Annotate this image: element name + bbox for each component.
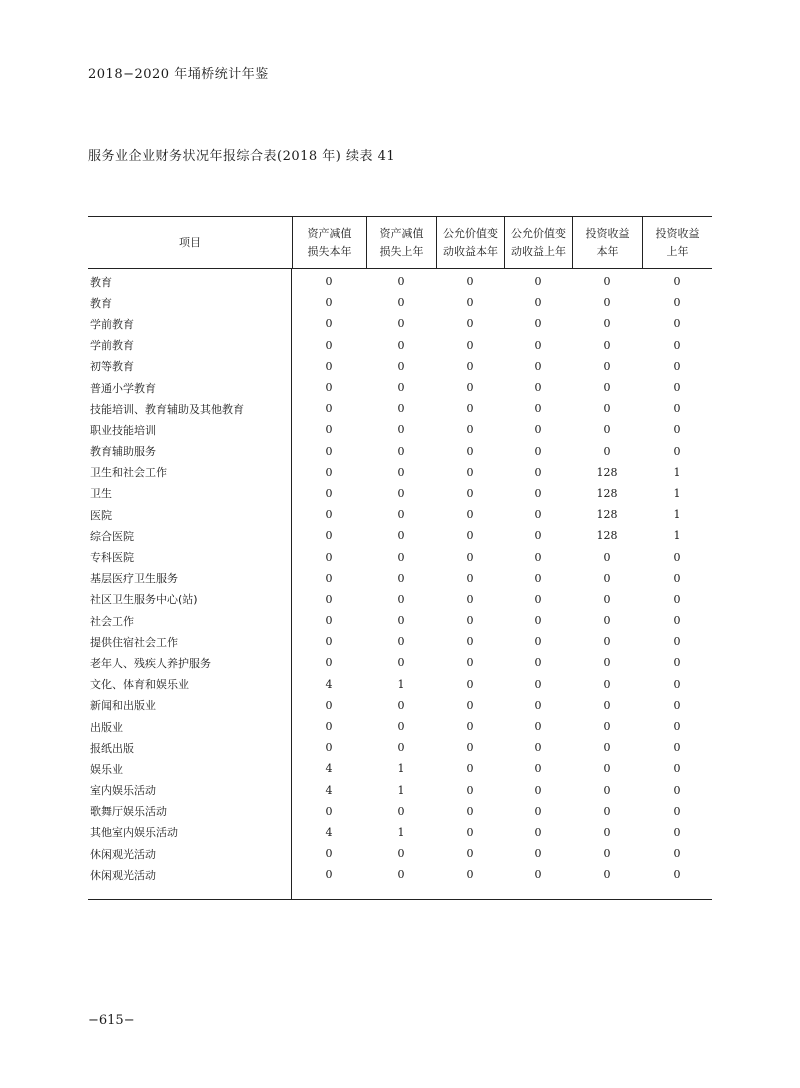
row-value: 0 (673, 614, 681, 628)
row-value: 0 (603, 720, 611, 734)
row-value: 0 (466, 296, 474, 310)
row-value: 0 (466, 486, 474, 500)
row-value: 0 (397, 847, 405, 861)
row-value: 0 (534, 338, 542, 352)
row-value: 0 (673, 783, 681, 797)
table-row (88, 589, 712, 610)
table-row (88, 546, 712, 567)
row-label: 娱乐业 (90, 762, 123, 776)
row-value: 0 (534, 296, 542, 310)
row-value: 0 (397, 296, 405, 310)
table-row (88, 843, 712, 864)
row-value: 0 (603, 868, 611, 882)
row-value: 0 (534, 529, 542, 543)
table-row (88, 822, 712, 843)
row-value: 1 (397, 762, 405, 776)
row-value: 0 (466, 868, 474, 882)
row-value: 0 (534, 571, 542, 585)
row-value: 0 (466, 762, 474, 776)
row-value: 0 (466, 825, 474, 839)
table-row (88, 695, 712, 716)
row-value: 0 (673, 402, 681, 416)
row-value: 1 (673, 529, 681, 543)
running-head: 2018−2020 年埇桥统计年鉴 (88, 67, 269, 82)
row-value: 0 (673, 804, 681, 818)
row-value: 0 (466, 677, 474, 691)
row-value: 0 (397, 698, 405, 712)
row-label: 卫生和社会工作 (90, 466, 167, 480)
row-value: 0 (466, 381, 474, 395)
row-value: 0 (466, 529, 474, 543)
row-value: 0 (397, 529, 405, 543)
row-value: 0 (466, 465, 474, 479)
row-value: 0 (397, 635, 405, 649)
row-value: 0 (534, 508, 542, 522)
row-value: 0 (466, 804, 474, 818)
row-value: 0 (397, 423, 405, 437)
table-row (88, 356, 712, 377)
row-value: 0 (466, 402, 474, 416)
row-value: 0 (466, 698, 474, 712)
table-row (88, 292, 712, 313)
row-value: 0 (673, 825, 681, 839)
row-value: 0 (397, 592, 405, 606)
row-value: 0 (603, 338, 611, 352)
row-value: 0 (534, 656, 542, 670)
row-value: 0 (534, 592, 542, 606)
table-row (88, 377, 712, 398)
row-value: 0 (673, 359, 681, 373)
row-value: 0 (466, 614, 474, 628)
row-label: 普通小学教育 (90, 381, 156, 395)
row-value: 0 (466, 423, 474, 437)
row-value: 0 (325, 381, 333, 395)
row-value: 0 (466, 508, 474, 522)
table-row (88, 525, 712, 546)
table-row (88, 335, 712, 356)
row-label: 报纸出版 (90, 741, 134, 755)
column-header-fair-value-current: 公允价值变 动收益本年 (436, 217, 504, 268)
row-value: 0 (534, 720, 542, 734)
row-value: 4 (325, 677, 333, 691)
table-row (88, 801, 712, 822)
row-label: 休闲观光活动 (90, 868, 156, 882)
row-value: 0 (673, 275, 681, 289)
row-value: 0 (397, 338, 405, 352)
row-value: 0 (397, 508, 405, 522)
row-value: 0 (534, 783, 542, 797)
table-row (88, 419, 712, 440)
row-label: 技能培训、教育辅助及其他教育 (90, 402, 244, 416)
row-value: 0 (673, 592, 681, 606)
column-header-fair-value-previous: 公允价值变 动收益上年 (504, 217, 572, 268)
row-value: 0 (603, 656, 611, 670)
row-value: 0 (466, 444, 474, 458)
row-value: 0 (325, 508, 333, 522)
row-value: 128 (596, 486, 618, 500)
row-value: 0 (325, 275, 333, 289)
row-value: 0 (673, 296, 681, 310)
row-value: 0 (325, 317, 333, 331)
row-value: 0 (603, 592, 611, 606)
row-label: 文化、体育和娱乐业 (90, 678, 189, 692)
row-value: 0 (325, 847, 333, 861)
row-label: 出版业 (90, 720, 123, 734)
row-value: 0 (325, 296, 333, 310)
table-row (88, 652, 712, 673)
row-label: 室内娱乐活动 (90, 784, 156, 798)
row-label: 初等教育 (90, 360, 134, 374)
row-value: 0 (466, 656, 474, 670)
row-value: 0 (534, 825, 542, 839)
row-value: 0 (603, 847, 611, 861)
row-value: 0 (603, 423, 611, 437)
row-value: 0 (673, 656, 681, 670)
row-value: 0 (397, 656, 405, 670)
row-value: 0 (466, 720, 474, 734)
row-value: 0 (603, 762, 611, 776)
row-label: 学前教育 (90, 339, 134, 353)
column-header-impairment-current: 资产减值 损失本年 (292, 217, 366, 268)
row-value: 0 (603, 402, 611, 416)
table-row (88, 441, 712, 462)
row-value: 0 (325, 402, 333, 416)
row-value: 0 (534, 465, 542, 479)
row-value: 0 (534, 486, 542, 500)
row-value: 0 (466, 635, 474, 649)
row-value: 0 (325, 741, 333, 755)
row-value: 0 (397, 317, 405, 331)
table-row (88, 398, 712, 419)
row-value: 0 (673, 698, 681, 712)
table-header (88, 217, 712, 269)
row-value: 1 (673, 465, 681, 479)
row-value: 0 (534, 317, 542, 331)
row-value: 0 (397, 444, 405, 458)
table-row (88, 568, 712, 589)
column-header-impairment-previous: 资产减值 损失上年 (366, 217, 436, 268)
row-value: 0 (673, 868, 681, 882)
row-value: 1 (673, 486, 681, 500)
row-value: 0 (397, 804, 405, 818)
table-body (88, 269, 712, 885)
row-label: 教育 (90, 296, 112, 310)
row-label: 教育 (90, 275, 112, 289)
row-value: 0 (325, 698, 333, 712)
row-value: 0 (325, 656, 333, 670)
row-value: 0 (325, 486, 333, 500)
row-label: 医院 (90, 508, 112, 522)
row-value: 0 (397, 571, 405, 585)
row-value: 0 (397, 402, 405, 416)
row-value: 0 (673, 423, 681, 437)
row-value: 0 (466, 783, 474, 797)
row-value: 0 (466, 359, 474, 373)
row-value: 0 (673, 741, 681, 755)
table-row (88, 716, 712, 737)
row-value: 0 (603, 571, 611, 585)
row-value: 0 (673, 381, 681, 395)
row-label: 卫生 (90, 487, 112, 501)
row-value: 0 (397, 550, 405, 564)
row-value: 0 (673, 847, 681, 861)
row-value: 128 (596, 465, 618, 479)
row-label: 基层医疗卫生服务 (90, 572, 178, 586)
row-value: 0 (603, 317, 611, 331)
row-value: 4 (325, 825, 333, 839)
row-value: 0 (673, 635, 681, 649)
row-value: 0 (466, 592, 474, 606)
table-row (88, 504, 712, 525)
row-value: 0 (603, 804, 611, 818)
row-label: 提供住宿社会工作 (90, 635, 178, 649)
row-value: 0 (325, 465, 333, 479)
row-value: 0 (534, 275, 542, 289)
row-value: 0 (534, 423, 542, 437)
row-label: 老年人、残疾人养护服务 (90, 656, 211, 670)
row-value: 0 (603, 677, 611, 691)
row-value: 0 (325, 571, 333, 585)
row-value: 0 (325, 614, 333, 628)
row-value: 0 (534, 635, 542, 649)
row-value: 0 (673, 444, 681, 458)
row-label: 休闲观光活动 (90, 847, 156, 861)
row-value: 0 (325, 338, 333, 352)
row-value: 0 (325, 550, 333, 564)
row-value: 0 (534, 762, 542, 776)
row-value: 0 (397, 465, 405, 479)
row-value: 0 (673, 720, 681, 734)
row-value: 0 (325, 868, 333, 882)
row-value: 0 (603, 783, 611, 797)
row-value: 0 (466, 338, 474, 352)
table-row (88, 313, 712, 334)
row-value: 0 (325, 720, 333, 734)
row-value: 0 (603, 550, 611, 564)
row-label: 社区卫生服务中心(站) (90, 593, 198, 607)
row-value: 0 (603, 698, 611, 712)
row-value: 0 (534, 550, 542, 564)
table-row (88, 780, 712, 801)
row-value: 1 (673, 508, 681, 522)
row-value: 0 (397, 868, 405, 882)
statistics-table (88, 216, 712, 900)
row-value: 0 (603, 614, 611, 628)
row-value: 0 (466, 847, 474, 861)
row-label: 其他室内娱乐活动 (90, 826, 178, 840)
row-value: 0 (603, 275, 611, 289)
row-value: 128 (596, 529, 618, 543)
row-label: 教育辅助服务 (90, 445, 156, 459)
row-value: 0 (397, 381, 405, 395)
row-value: 0 (325, 592, 333, 606)
row-value: 0 (534, 444, 542, 458)
row-value: 0 (534, 741, 542, 755)
row-value: 0 (325, 423, 333, 437)
row-value: 0 (673, 762, 681, 776)
row-label: 歌舞厅娱乐活动 (90, 805, 167, 819)
row-value: 0 (534, 614, 542, 628)
row-label: 社会工作 (90, 614, 134, 628)
row-value: 0 (673, 550, 681, 564)
row-value: 0 (325, 804, 333, 818)
row-value: 0 (466, 317, 474, 331)
row-value: 0 (325, 444, 333, 458)
row-value: 0 (673, 571, 681, 585)
row-value: 0 (397, 720, 405, 734)
row-value: 0 (534, 359, 542, 373)
row-value: 0 (397, 486, 405, 500)
table-row (88, 631, 712, 652)
table-row (88, 610, 712, 631)
row-value: 4 (325, 762, 333, 776)
row-value: 0 (603, 635, 611, 649)
row-value: 1 (397, 783, 405, 797)
row-value: 0 (325, 635, 333, 649)
row-value: 0 (397, 275, 405, 289)
column-header-investment-previous: 投资收益 上年 (642, 217, 712, 268)
row-value: 0 (603, 381, 611, 395)
row-value: 0 (325, 529, 333, 543)
row-value: 0 (673, 677, 681, 691)
row-value: 0 (534, 698, 542, 712)
table-title: 服务业企业财务状况年报综合表(2018 年) 续表 41 (88, 149, 396, 164)
row-value: 0 (534, 381, 542, 395)
row-value: 0 (603, 741, 611, 755)
row-value: 0 (397, 359, 405, 373)
row-value: 0 (603, 296, 611, 310)
table-row (88, 483, 712, 504)
row-label: 专科医院 (90, 551, 134, 565)
row-value: 0 (466, 741, 474, 755)
row-value: 0 (534, 868, 542, 882)
row-value: 0 (466, 571, 474, 585)
row-value: 0 (534, 804, 542, 818)
page-number: −615− (88, 1013, 135, 1028)
row-value: 0 (534, 847, 542, 861)
table-row (88, 271, 712, 292)
row-value: 0 (603, 359, 611, 373)
table-row (88, 674, 712, 695)
row-value: 0 (325, 359, 333, 373)
row-value: 0 (673, 338, 681, 352)
row-value: 0 (534, 677, 542, 691)
row-value: 0 (603, 444, 611, 458)
row-value: 0 (397, 614, 405, 628)
row-value: 0 (466, 275, 474, 289)
row-value: 4 (325, 783, 333, 797)
row-label: 学前教育 (90, 317, 134, 331)
column-header-item: 项目 (179, 235, 201, 249)
table-row (88, 737, 712, 758)
table-row (88, 462, 712, 483)
row-label: 综合医院 (90, 529, 134, 543)
row-label: 新闻和出版业 (90, 699, 156, 713)
row-value: 0 (534, 402, 542, 416)
row-value: 1 (397, 825, 405, 839)
row-value: 0 (673, 317, 681, 331)
row-value: 1 (397, 677, 405, 691)
row-value: 128 (596, 508, 618, 522)
row-value: 0 (603, 825, 611, 839)
column-header-investment-current: 投资收益 本年 (572, 217, 642, 268)
table-row (88, 864, 712, 885)
row-label: 职业技能培训 (90, 423, 156, 437)
row-value: 0 (397, 741, 405, 755)
table-row (88, 758, 712, 779)
row-value: 0 (466, 550, 474, 564)
